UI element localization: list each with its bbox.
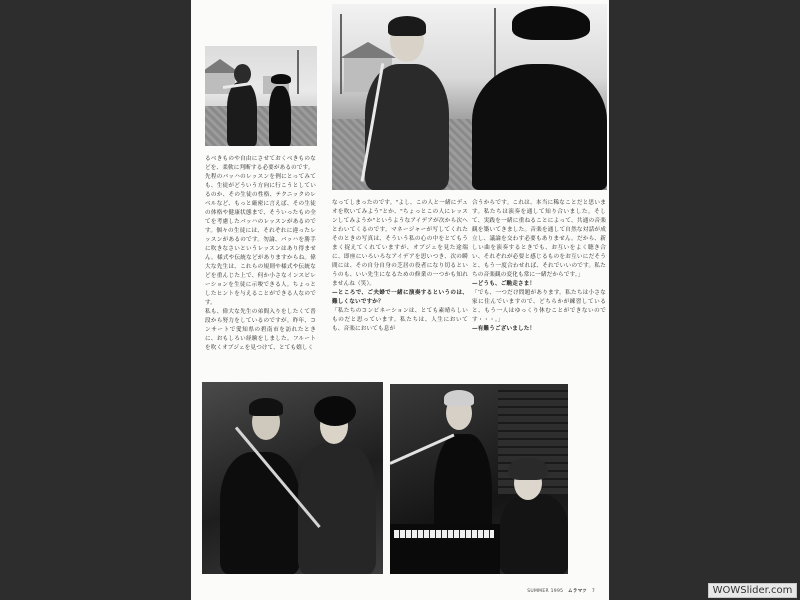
piano-keys: [394, 530, 494, 538]
pianist-hair: [508, 458, 548, 480]
flutist-figure: [220, 452, 300, 574]
photo-flutist-with-statue-small: [205, 46, 317, 146]
paragraph: るべきものや自由にさせておくべきものなどを、柔軟に判断する必要があるのです。: [205, 156, 316, 171]
magazine-page: [191, 0, 609, 600]
page-footer: [527, 588, 595, 594]
paragraph: 先程のバッハのレッスンを例にとってみても、生徒がどういう方向に行こうとしているのか、その生徒の性格、テクニックのレベルなど、もっと厳密に言えば、その生徒の体格や健康状態まで、そういったもの全てを考慮したバッハのレッスンがあるのです。個々の生徒には、それぞれに違ったレッスンがあるのです。勿論、バッハを勝手に吹きなさいというレッスンはあり得ません。様式や伝統などがありますからね。偉大な先生は、これらの規則や様式や伝統などを重んじた上で、何か小さなインスピレーションを生徒に示唆できる人。ちょっとしたヒントを与えることができる人なのです。: [205, 174, 316, 306]
issue-label: SUMMER 1995: [527, 589, 564, 594]
utility-pole-2: [494, 8, 496, 78]
page-number: 7: [591, 589, 595, 594]
cobble-road: [205, 106, 317, 146]
photo-duo-portrait-2: [390, 384, 568, 574]
pianist-figure: [500, 494, 568, 574]
utility-pole: [340, 14, 342, 94]
statue-hat: [512, 6, 590, 40]
paragraph: 「でも、一つだけ問題があります。私たちは小さな家に住んでいますので、どちらかが練習していると、もう一人はゆっくり休むことができないのです・・・。」: [472, 290, 606, 323]
statue-hat: [271, 74, 291, 84]
flutist-hair: [444, 390, 474, 406]
flutist-hair: [388, 16, 426, 36]
interview-question: —ところで、ご夫婦で一緒に演奏するというのは、難しくないですか？: [332, 290, 468, 305]
statue-figure: [472, 64, 607, 190]
paragraph: 私も、偉大な先生の弟間入りをしたくて普段から努力をしているのですが。昨年、コンサートで愛知県の碧南市を訪れたときに、おもしろい経験をしました。フルートを吹くオブジェを見つけて、とても嬉しく: [205, 309, 316, 351]
flutist-head: [234, 64, 251, 84]
paragraph: 「私たちのコンビネーションは、とても素晴らしいものだと思っています。私たちは、人生においても、音楽においても息が: [332, 308, 468, 332]
magazine-name: ムラマツ: [568, 589, 588, 594]
partner-hair: [314, 396, 356, 426]
article-column-3: [472, 199, 606, 334]
article-column-2: [332, 199, 468, 334]
partner-figure: [298, 442, 376, 574]
paragraph: なってしまったのです。"よし、この人と一緒にデュオを吹いてみよう"とか、"ちょっとこの人にレッスンしてみようか"というようなアイデアが次から次へとわいてくるのです。マネージャーが写してくれたそのときの写真は、そういう私の心の中をとてもうまく捉えてくれていますが、オブジェを見た途端に、即座にいろいろなアイデアを思いつき、次の瞬間には、その自分自身の芝居の役者になり切るというのも、いい先生になるための修業の一つかも知れませんね（笑）。: [332, 200, 468, 287]
roof-shape: [340, 42, 396, 58]
utility-pole: [297, 50, 299, 94]
flutist-hair: [249, 398, 283, 416]
interview-remark: —どうも、ご馳走さま！: [472, 281, 536, 287]
article-column-1: [205, 155, 316, 353]
photo-duo-portrait-1: [202, 382, 383, 574]
statue-figure: [269, 86, 291, 146]
watermark-link[interactable]: WOWSlider.com: [708, 583, 797, 598]
flutist-figure: [227, 82, 257, 146]
interview-closing: —有難うございました！: [472, 326, 536, 332]
paragraph: 合うからです。これは、本当に稀なことだと思います。私たちは演奏を通して知り合いました。そして、実践を一緒に重ねることによって、共通の音楽観を築いてきました。音楽を通して自然な対話が成立し、議論を交わす必要もありません。だから、新しい曲を演奏するときでも、お互いをよく聴き合い、それぞれが必要と感じるものをお互いにだそうと、もう一度合わせれば、それでいいのです。私たちの音楽観の変化も常に一緒だからです。」: [472, 200, 606, 278]
photo-flutist-with-statue-large: [332, 4, 607, 190]
